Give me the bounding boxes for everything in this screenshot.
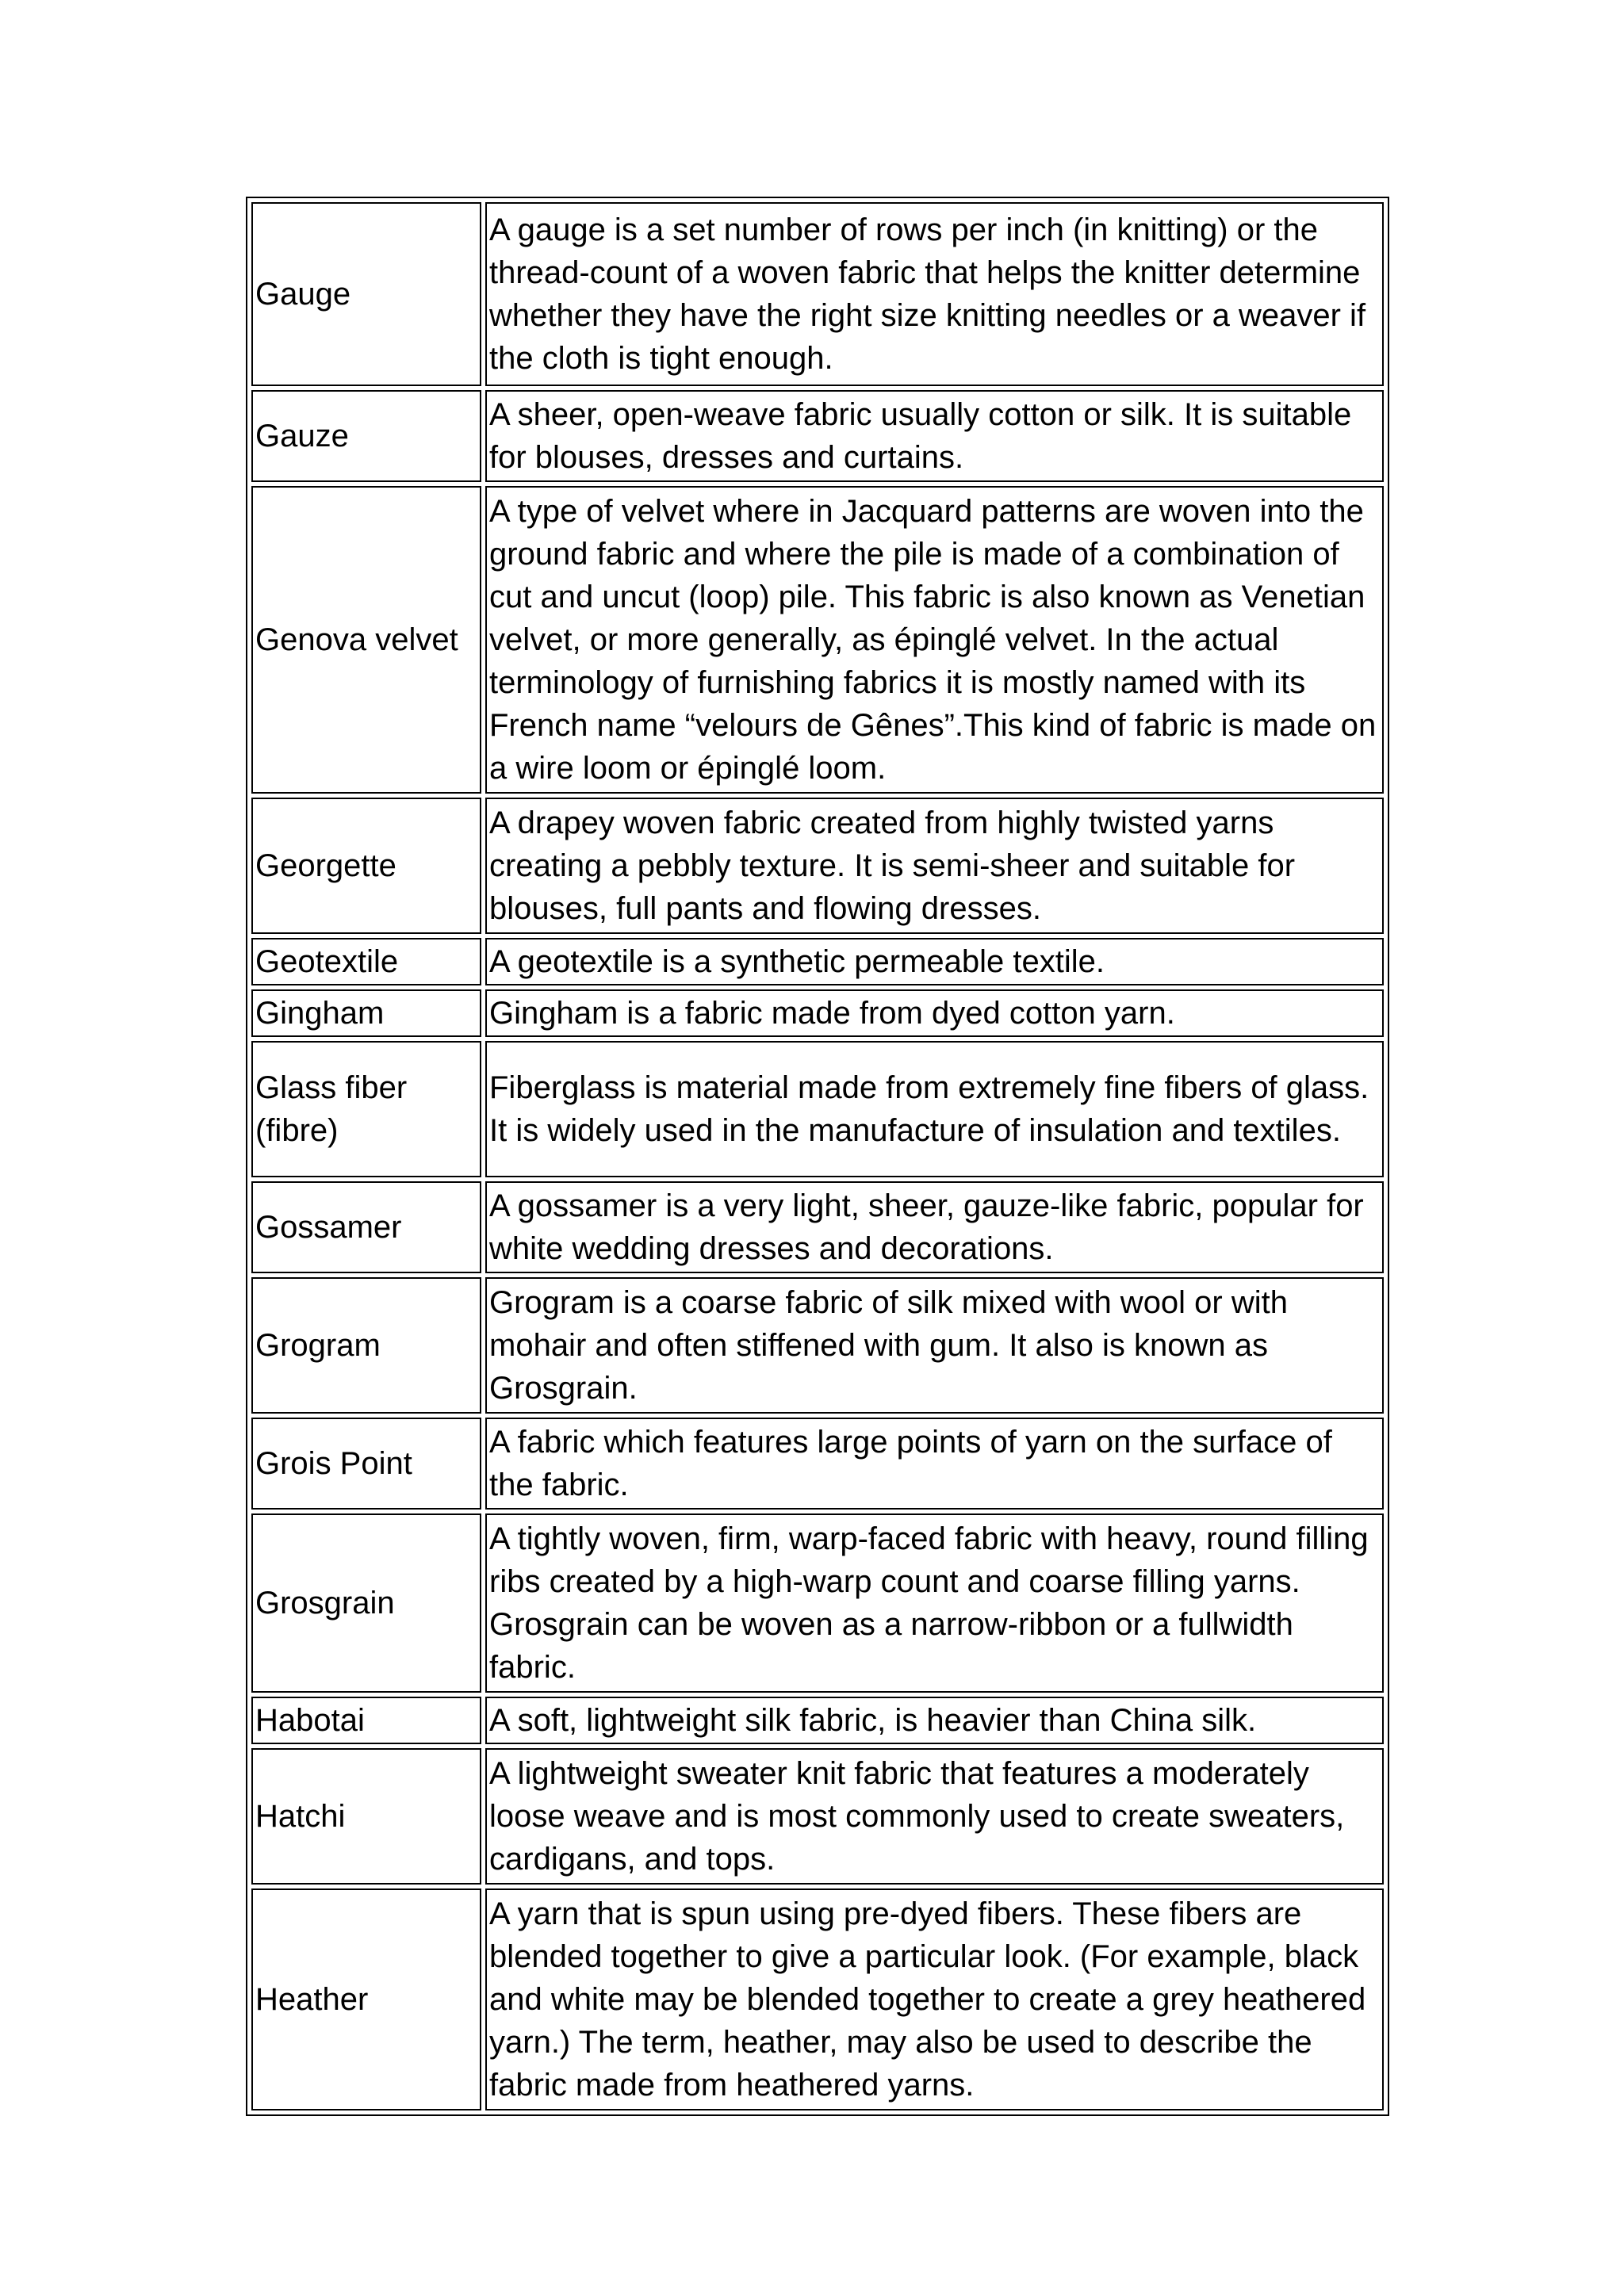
term-cell: Habotai <box>251 1697 481 1744</box>
term-cell: Grosgrain <box>251 1513 481 1693</box>
definition-cell: A type of velvet where in Jacquard patterns are woven into the ground fabric and where the pile is made of a combination of cut and uncut (loop) pile. This fabric is also known as Venetian velvet, or more generally, as épinglé velvet. In the actual terminology of furnishing fabrics it is mostly named with its French name “velours de Gênes”.This kind of fabric is made on a wire loom or épinglé loom. <box>485 486 1384 794</box>
definition-cell: A gossamer is a very light, sheer, gauze-like fabric, popular for white wedding dresses and decorations. <box>485 1181 1384 1273</box>
table-row <box>251 989 1384 1037</box>
definition-cell: Gingham is a fabric made from dyed cotton yarn. <box>485 989 1384 1037</box>
definition-cell: Grogram is a coarse fabric of silk mixed with wool or with mohair and often stiffened with gum. It also is known as Grosgrain. <box>485 1277 1384 1414</box>
term-cell: Georgette <box>251 798 481 934</box>
table-row <box>251 938 1384 985</box>
definition-cell: A soft, lightweight silk fabric, is heavier than China silk. <box>485 1697 1384 1744</box>
table-row <box>251 1748 1384 1885</box>
definition-cell: A fabric which features large points of yarn on the surface of the fabric. <box>485 1418 1384 1510</box>
table-row <box>251 1697 1384 1744</box>
table-row <box>251 390 1384 482</box>
term-cell: Geotextile <box>251 938 481 985</box>
term-cell: Gauge <box>251 202 481 386</box>
term-cell: Genova velvet <box>251 486 481 794</box>
table-row <box>251 1888 1384 2110</box>
definition-cell: A drapey woven fabric created from highly twisted yarns creating a pebbly texture. It is semi-sheer and suitable for blouses, full pants and flowing dresses. <box>485 798 1384 934</box>
table-row <box>251 202 1384 386</box>
term-cell: Gossamer <box>251 1181 481 1273</box>
term-cell: Hatchi <box>251 1748 481 1885</box>
table-row <box>251 1513 1384 1693</box>
term-cell: Heather <box>251 1888 481 2110</box>
definition-cell: A sheer, open-weave fabric usually cotton or silk. It is suitable for blouses, dresses and curtains. <box>485 390 1384 482</box>
definition-cell: A lightweight sweater knit fabric that features a moderately loose weave and is most commonly used to create sweaters, cardigans, and tops. <box>485 1748 1384 1885</box>
table-row <box>251 1041 1384 1177</box>
term-cell: Gauze <box>251 390 481 482</box>
glossary-table <box>246 197 1389 2116</box>
term-cell: Gingham <box>251 989 481 1037</box>
definition-cell: A geotextile is a synthetic permeable textile. <box>485 938 1384 985</box>
table-row <box>251 486 1384 794</box>
definition-cell: Fiberglass is material made from extremely fine fibers of glass. It is widely used in the manufacture of insulation and textiles. <box>485 1041 1384 1177</box>
term-cell: Glass fiber (fibre) <box>251 1041 481 1177</box>
definition-cell: A yarn that is spun using pre-dyed fibers. These fibers are blended together to give a particular look. (For example, black and white may be blended together to create a grey heathered yarn.) The term, heather, may also be used to describe the fabric made from heathered yarns. <box>485 1888 1384 2110</box>
term-cell: Grois Point <box>251 1418 481 1510</box>
table-row <box>251 798 1384 934</box>
term-cell: Grogram <box>251 1277 481 1414</box>
definition-cell: A gauge is a set number of rows per inch (in knitting) or the thread-count of a woven fabric that helps the knitter determine whether they have the right size knitting needles or a weaver if the cloth is tight enough. <box>485 202 1384 386</box>
glossary-page <box>246 197 1389 2116</box>
table-row <box>251 1418 1384 1510</box>
definition-cell: A tightly woven, firm, warp-faced fabric with heavy, round filling ribs created by a high-warp count and coarse filling yarns. Grosgrain can be woven as a narrow-ribbon or a fullwidth fabric. <box>485 1513 1384 1693</box>
table-row <box>251 1181 1384 1273</box>
table-row <box>251 1277 1384 1414</box>
